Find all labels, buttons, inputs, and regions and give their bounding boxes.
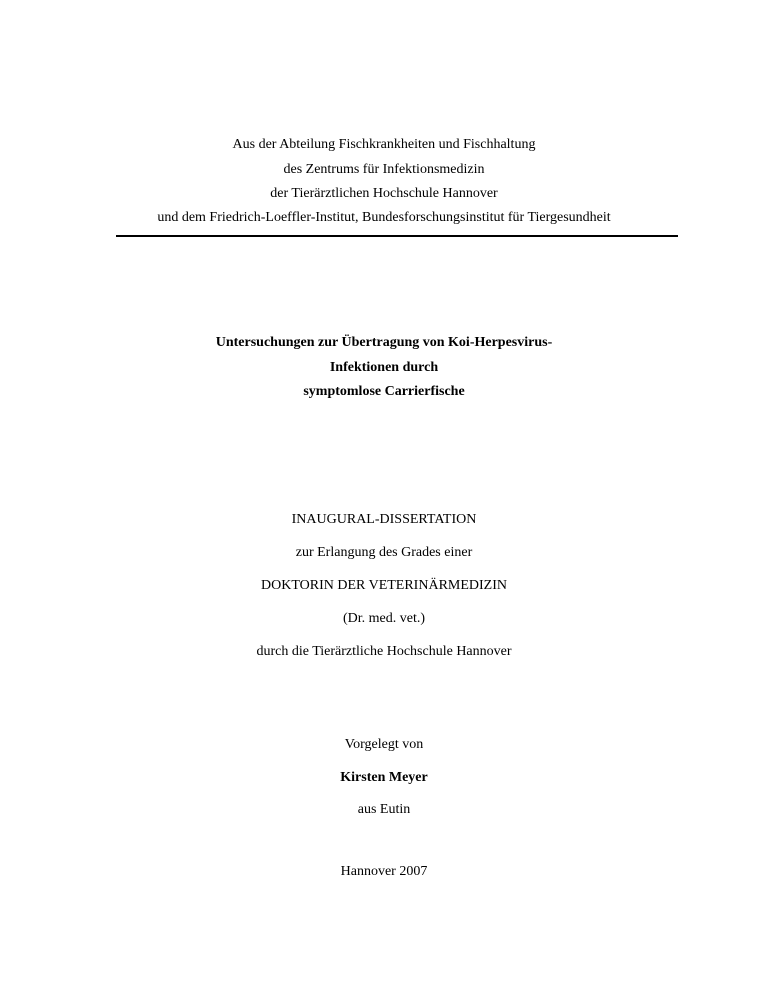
dissertation-purpose: zur Erlangung des Grades einer xyxy=(295,545,473,560)
author-origin: aus Eutin xyxy=(357,802,411,817)
header-line-institute: und dem Friedrich-Loeffler-Institut, Bundesforschungsinstitut für Tiergesundheit xyxy=(157,210,611,225)
header-line-university: der Tierärztlichen Hochschule Hannover xyxy=(270,186,498,201)
header-line-department: Aus der Abteilung Fischkrankheiten und Fischhaltung xyxy=(232,137,536,152)
header-divider xyxy=(116,235,678,237)
place-year: Hannover 2007 xyxy=(340,864,428,879)
title-line-2: Infektionen durch xyxy=(329,360,439,375)
header-line-center: des Zentrums für Infektionsmedizin xyxy=(283,162,485,177)
dissertation-degree: DOKTORIN DER VETERINÄRMEDIZIN xyxy=(260,578,508,593)
presented-by: Vorgelegt von xyxy=(344,737,424,752)
author-name: Kirsten Meyer xyxy=(340,770,428,785)
dissertation-institution: durch die Tierärztliche Hochschule Hannover xyxy=(256,644,512,659)
dissertation-abbreviation: (Dr. med. vet.) xyxy=(342,611,426,626)
dissertation-type: INAUGURAL-DISSERTATION xyxy=(291,512,477,527)
title-line-3: symptomlose Carrierfische xyxy=(303,384,465,399)
title-line-1: Untersuchungen zur Übertragung von Koi-Herpesvirus- xyxy=(215,335,553,350)
